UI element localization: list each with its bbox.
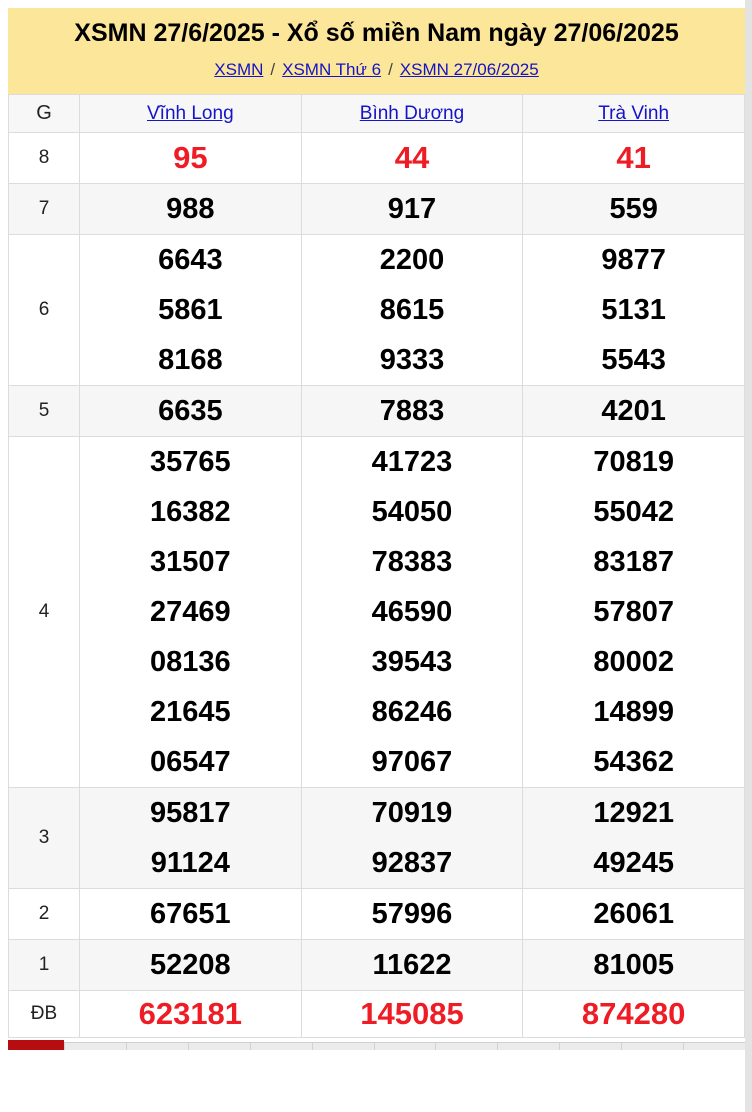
prize-number: 917: [387, 193, 437, 225]
prize-number: 12921: [593, 797, 674, 829]
breadcrumb-separator: /: [270, 60, 276, 79]
breadcrumb-link-xsmn-thu-6[interactable]: XSMN Thứ 6: [282, 60, 382, 79]
column-header-binh-duong: [301, 95, 523, 133]
prize-column-header: G: [9, 95, 80, 133]
prize-number: 16382: [150, 496, 231, 528]
prize-number: 9877: [601, 244, 666, 276]
prize-number: 623181: [138, 996, 243, 1031]
prize-cell: [523, 991, 745, 1038]
prize-label: ĐB: [9, 991, 80, 1038]
prize-number: 14899: [593, 696, 674, 728]
prize-cell: [80, 788, 302, 889]
prize-number: 26061: [593, 898, 674, 930]
prize-number: 78383: [371, 546, 453, 578]
province-link-tra-vinh[interactable]: Trà Vinh: [598, 103, 670, 124]
prize-cell: [523, 889, 745, 940]
prize-cell: [301, 386, 523, 437]
prize-number: 55042: [593, 496, 674, 528]
prize-number: 52208: [150, 949, 231, 981]
prize-row-ĐB: [9, 991, 745, 1038]
prize-number: 39543: [371, 646, 453, 678]
prize-cell: [301, 788, 523, 889]
prize-number: 06547: [150, 746, 231, 778]
prize-number: 145085: [360, 996, 464, 1031]
prize-number: 08136: [150, 646, 231, 678]
prize-number: 54050: [371, 496, 453, 528]
column-header-tra-vinh: [523, 95, 745, 133]
prize-number: 70819: [593, 446, 674, 478]
prize-number: 80002: [593, 646, 674, 678]
strip-cell[interactable]: [497, 1042, 559, 1050]
prize-number: 57996: [371, 898, 453, 930]
prize-number: 54362: [593, 746, 674, 778]
prize-number: 988: [166, 193, 215, 225]
strip-cell[interactable]: [126, 1042, 188, 1050]
breadcrumb: [12, 60, 741, 80]
prize-number: 81005: [593, 949, 674, 981]
breadcrumb-link-xsmn-date[interactable]: XSMN 27/06/2025: [399, 60, 539, 79]
prize-number: 97067: [371, 746, 453, 778]
prize-cell: [80, 235, 302, 386]
prize-cell: [80, 133, 302, 184]
province-link-binh-duong[interactable]: Bình Dương: [359, 103, 465, 124]
prize-number: 9333: [379, 344, 445, 376]
prize-number: 35765: [150, 446, 231, 478]
prize-cell: [80, 991, 302, 1038]
strip-cell-active[interactable]: [8, 1040, 64, 1050]
strip-cell[interactable]: [435, 1042, 497, 1050]
prize-number: 6643: [158, 244, 223, 276]
prize-row-6: [9, 235, 745, 386]
prize-number: 44: [394, 140, 430, 175]
page-header: [8, 8, 745, 94]
prize-label: 1: [9, 940, 80, 991]
prize-cell: [80, 889, 302, 940]
strip-cell[interactable]: [64, 1042, 126, 1050]
prize-label: 4: [9, 437, 80, 788]
prize-number: 91124: [150, 847, 230, 879]
prize-label: 8: [9, 133, 80, 184]
prize-number: 92837: [371, 847, 453, 879]
prize-cell: [301, 940, 523, 991]
prize-cell: [523, 184, 745, 235]
prize-number: 41723: [371, 446, 453, 478]
strip-cell[interactable]: [374, 1042, 436, 1050]
prize-cell: [301, 133, 523, 184]
prize-number: 31507: [150, 546, 231, 578]
prize-number: 70919: [371, 797, 453, 829]
prize-label: 6: [9, 235, 80, 386]
prize-number: 41: [616, 140, 651, 175]
prize-number: 67651: [150, 898, 231, 930]
prize-cell: [301, 235, 523, 386]
strip-cell[interactable]: [559, 1042, 621, 1050]
prize-number: 5861: [158, 294, 223, 326]
breadcrumb-separator: /: [388, 60, 393, 79]
prize-row-4: [9, 437, 745, 788]
column-header-vinh-long: [80, 95, 302, 133]
province-link-vinh-long[interactable]: Vĩnh Long: [147, 103, 234, 124]
prize-label: 7: [9, 184, 80, 235]
prize-cell: [301, 991, 523, 1038]
prize-cell: [523, 437, 745, 788]
prize-number: 57807: [593, 596, 674, 628]
prize-cell: [80, 184, 302, 235]
prize-cell: [80, 437, 302, 788]
prize-number: 2200: [379, 244, 445, 276]
breadcrumb-link-xsmn[interactable]: XSMN: [214, 60, 264, 79]
prize-number: 27469: [150, 596, 231, 628]
prize-cell: [301, 889, 523, 940]
prize-row-7: [9, 184, 745, 235]
prize-row-5: [9, 386, 745, 437]
prize-label: 3: [9, 788, 80, 889]
prize-row-1: [9, 940, 745, 991]
prize-number: 21645: [150, 696, 231, 728]
prize-row-3: [9, 788, 745, 889]
prize-number: 83187: [593, 546, 674, 578]
prize-number: 46590: [371, 596, 453, 628]
prize-label: 5: [9, 386, 80, 437]
strip-cell[interactable]: [312, 1042, 374, 1050]
prize-number: 11622: [372, 949, 452, 981]
prize-cell: [523, 133, 745, 184]
prize-cell: [80, 940, 302, 991]
prize-row-2: [9, 889, 745, 940]
prize-number: 5131: [601, 294, 666, 326]
prize-cell: [80, 386, 302, 437]
prize-label: 2: [9, 889, 80, 940]
prize-number: 7883: [379, 395, 445, 427]
results-table: [8, 94, 745, 1038]
strip-cell[interactable]: [188, 1042, 250, 1050]
strip-cell[interactable]: [683, 1042, 745, 1050]
strip-cell[interactable]: [250, 1042, 312, 1050]
prize-number: 49245: [593, 847, 674, 879]
prize-row-8: [9, 133, 745, 184]
prize-number: 95817: [150, 797, 231, 829]
prize-number: 86246: [371, 696, 453, 728]
strip-cell[interactable]: [621, 1042, 683, 1050]
prize-cell: [523, 940, 745, 991]
prize-number: 5543: [601, 344, 666, 376]
prize-cell: [523, 386, 745, 437]
prize-number: 6635: [158, 395, 223, 427]
scrollbar-track[interactable]: [745, 0, 752, 1112]
prize-number: 559: [609, 193, 658, 225]
prize-cell: [523, 788, 745, 889]
page-title: XSMN 27/6/2025 - Xổ số miền Nam ngày 27/06/2025: [74, 19, 679, 47]
prize-number: 8615: [379, 294, 445, 326]
prize-number: 8168: [158, 344, 223, 376]
prize-cell: [523, 235, 745, 386]
prize-number: 874280: [581, 996, 686, 1031]
bottom-digit-strip: [8, 1038, 745, 1050]
prize-number: 4201: [601, 395, 666, 427]
prize-cell: [301, 437, 523, 788]
prize-cell: [301, 184, 523, 235]
table-header-row: [9, 95, 745, 133]
prize-number: 95: [173, 140, 208, 175]
